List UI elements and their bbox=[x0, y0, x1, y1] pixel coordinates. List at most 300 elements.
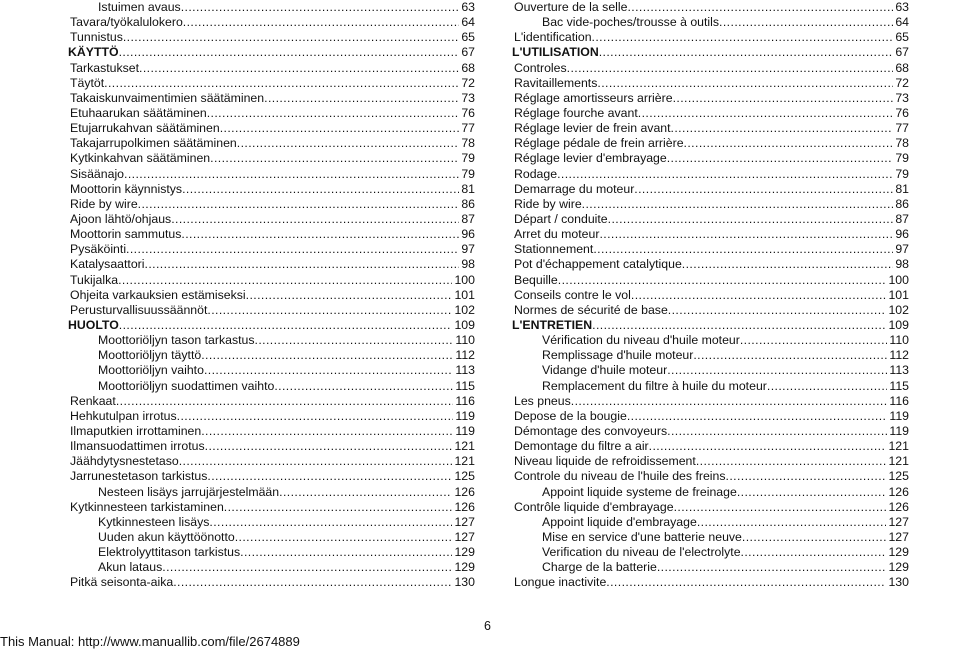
toc-entry-page: 98 bbox=[461, 257, 475, 272]
toc-entry[interactable] bbox=[68, 91, 475, 106]
toc-entry-page: 113 bbox=[889, 363, 909, 378]
toc-entry-title: Istuimen avaus bbox=[98, 0, 181, 14]
dot-leader bbox=[696, 454, 887, 469]
toc-column-french bbox=[512, 0, 909, 590]
toc-entry-title: Appoint liquide systeme de freinage bbox=[542, 484, 737, 499]
toc-entry-title: Stationnement bbox=[514, 242, 594, 257]
toc-entry-page: 87 bbox=[895, 211, 909, 226]
toc-entry[interactable] bbox=[68, 15, 475, 30]
toc-entry-page: 129 bbox=[888, 545, 909, 560]
toc-entry[interactable] bbox=[68, 394, 475, 409]
toc-entry-title: Départ / conduite bbox=[514, 211, 608, 226]
toc-entry-page: 127 bbox=[454, 529, 475, 544]
toc-entry-title: Moottoriöljyn tason tarkastus bbox=[98, 333, 255, 348]
dot-leader bbox=[207, 469, 452, 484]
dot-leader bbox=[104, 76, 459, 91]
toc-entry-page: 72 bbox=[895, 75, 909, 90]
toc-entry[interactable] bbox=[512, 303, 909, 318]
toc-entry[interactable] bbox=[68, 106, 475, 121]
toc-entry[interactable] bbox=[512, 15, 909, 30]
toc-entry[interactable] bbox=[512, 61, 909, 76]
dot-leader bbox=[207, 106, 460, 121]
toc-entry[interactable] bbox=[68, 76, 475, 91]
toc-entry-page: 86 bbox=[895, 196, 909, 211]
toc-entry-title: Takajarrupolkimen säätäminen bbox=[70, 136, 237, 151]
toc-entry[interactable] bbox=[512, 485, 909, 500]
toc-entry[interactable] bbox=[512, 560, 909, 575]
dot-leader bbox=[246, 288, 453, 303]
toc-entry-title: Kytkinnesteen tarkistaminen bbox=[70, 499, 224, 514]
toc-entry[interactable] bbox=[68, 424, 475, 439]
toc-entry[interactable] bbox=[512, 379, 909, 394]
toc-entry-page: 102 bbox=[888, 302, 909, 317]
dot-leader bbox=[606, 575, 886, 590]
dot-leader bbox=[597, 76, 893, 91]
dot-leader bbox=[634, 182, 893, 197]
toc-entry-page: 79 bbox=[895, 151, 909, 166]
dot-leader bbox=[204, 363, 453, 378]
toc-entry[interactable] bbox=[512, 106, 909, 121]
toc-entry-page: 77 bbox=[461, 121, 475, 136]
toc-entry-title: Jarrunestetason tarkistus bbox=[70, 469, 208, 484]
toc-entry-title: Sisäänajo bbox=[70, 166, 125, 181]
toc-entry-page: 81 bbox=[895, 181, 909, 196]
toc-entry[interactable] bbox=[512, 91, 909, 106]
dot-leader bbox=[668, 303, 887, 318]
toc-entry-page: 65 bbox=[895, 30, 909, 45]
dot-leader bbox=[737, 485, 887, 500]
dot-leader bbox=[240, 545, 452, 560]
toc-entry-title: Uuden akun käyttöönotto bbox=[98, 529, 235, 544]
toc-entry-title: Bequille bbox=[514, 272, 558, 287]
toc-entry-page: 126 bbox=[454, 499, 475, 514]
dot-leader bbox=[638, 106, 894, 121]
toc-entry[interactable] bbox=[68, 318, 475, 333]
toc-entry[interactable] bbox=[512, 439, 909, 454]
toc-entry[interactable] bbox=[512, 30, 909, 45]
dot-leader bbox=[220, 121, 460, 136]
dot-leader bbox=[177, 409, 454, 424]
toc-entry[interactable] bbox=[68, 61, 475, 76]
toc-entry[interactable] bbox=[512, 424, 909, 439]
dot-leader bbox=[179, 454, 453, 469]
toc-entry-page: 113 bbox=[455, 363, 475, 378]
toc-entry-page: 96 bbox=[461, 227, 475, 242]
toc-entry[interactable] bbox=[68, 439, 475, 454]
toc-entry-title: Réglage levier d'embrayage bbox=[514, 151, 667, 166]
toc-entry-page: 125 bbox=[454, 469, 475, 484]
toc-entry[interactable] bbox=[512, 515, 909, 530]
dot-leader bbox=[674, 500, 887, 515]
dot-leader bbox=[139, 61, 459, 76]
toc-entry[interactable] bbox=[68, 303, 475, 318]
toc-entry-title: Vidange d'huile moteur bbox=[542, 363, 668, 378]
dot-leader bbox=[205, 439, 453, 454]
dot-leader bbox=[719, 15, 893, 30]
toc-entry[interactable] bbox=[512, 242, 909, 257]
dot-leader bbox=[210, 151, 459, 166]
toc-entry-title: Moottoriöljyn vaihto bbox=[98, 363, 204, 378]
toc-entry-page: 65 bbox=[461, 30, 475, 45]
toc-entry-title: Täytöt bbox=[70, 75, 105, 90]
toc-entry[interactable] bbox=[68, 560, 475, 575]
toc-entry[interactable] bbox=[512, 288, 909, 303]
dot-leader bbox=[667, 151, 894, 166]
toc-entry-title: Nesteen lisäys jarrujärjestelmään bbox=[98, 484, 280, 499]
toc-entry[interactable] bbox=[512, 167, 909, 182]
toc-entry-title: Arret du moteur bbox=[514, 227, 600, 242]
toc-entry-title: Réglage fourche avant bbox=[514, 105, 638, 120]
toc-entry-page: 127 bbox=[888, 514, 909, 529]
toc-entry[interactable] bbox=[68, 273, 475, 288]
toc-entry[interactable] bbox=[68, 469, 475, 484]
dot-leader bbox=[173, 575, 452, 590]
toc-entry-page: 68 bbox=[895, 60, 909, 75]
toc-entry[interactable] bbox=[68, 197, 475, 212]
toc-entry-page: 86 bbox=[461, 196, 475, 211]
toc-entry-page: 110 bbox=[455, 333, 475, 348]
toc-entry-page: 96 bbox=[895, 227, 909, 242]
toc-entry-title: Perusturvallisuussäännöt bbox=[70, 302, 208, 317]
toc-entry-title: L'UTILISATION bbox=[512, 45, 599, 60]
dot-leader bbox=[201, 348, 453, 363]
toc-entry[interactable] bbox=[68, 136, 475, 151]
dot-leader bbox=[667, 363, 887, 378]
toc-entry-page: 64 bbox=[895, 15, 909, 30]
toc-entry-page: 78 bbox=[461, 136, 475, 151]
toc-entry-page: 110 bbox=[889, 333, 909, 348]
toc-entry-page: 115 bbox=[889, 378, 909, 393]
toc-entry[interactable] bbox=[512, 212, 909, 227]
dot-leader bbox=[162, 560, 452, 575]
dot-leader bbox=[741, 545, 887, 560]
dot-leader bbox=[279, 485, 452, 500]
toc-entry-title: Etuhaarukan säätäminen bbox=[70, 105, 207, 120]
toc-entry[interactable] bbox=[512, 318, 909, 333]
toc-entry[interactable] bbox=[512, 0, 909, 15]
toc-entry-page: 119 bbox=[889, 408, 909, 423]
toc-entry-title: KÄYTTÖ bbox=[68, 45, 119, 60]
toc-entry-title: Tavara/työkalulokero bbox=[70, 15, 183, 30]
toc-entry[interactable] bbox=[512, 575, 909, 590]
toc-entry[interactable] bbox=[68, 409, 475, 424]
dot-leader bbox=[627, 409, 888, 424]
toc-entry-page: 109 bbox=[454, 317, 475, 332]
toc-entry-title: Controles bbox=[514, 60, 567, 75]
toc-entry-page: 116 bbox=[455, 393, 475, 408]
toc-entry[interactable] bbox=[512, 454, 909, 469]
toc-entry-title: Katalysaattori bbox=[70, 257, 145, 272]
toc-entry-title: Réglage amortisseurs arrière bbox=[514, 90, 673, 105]
dot-leader bbox=[599, 45, 894, 60]
toc-entry-page: 130 bbox=[454, 575, 475, 590]
dot-leader bbox=[627, 0, 893, 15]
toc-entry-page: 115 bbox=[455, 378, 475, 393]
dot-leader bbox=[593, 242, 893, 257]
dot-leader bbox=[224, 500, 453, 515]
toc-entry-page: 121 bbox=[454, 454, 475, 469]
toc-entry-page: 119 bbox=[455, 408, 475, 423]
page-number: 6 bbox=[484, 619, 491, 633]
toc-entry-page: 72 bbox=[461, 75, 475, 90]
toc-entry-title: Demontage du filtre a air bbox=[514, 439, 649, 454]
toc-entry[interactable] bbox=[512, 363, 909, 378]
dot-leader bbox=[767, 379, 888, 394]
toc-entry[interactable] bbox=[512, 500, 909, 515]
dot-leader bbox=[582, 197, 894, 212]
toc-entry-title: Depose de la bougie bbox=[514, 408, 627, 423]
toc-entry-page: 121 bbox=[888, 439, 909, 454]
toc-entry[interactable] bbox=[512, 333, 909, 348]
toc-entry-title: Takaiskunvaimentimien säätäminen bbox=[70, 90, 265, 105]
dot-leader bbox=[119, 45, 460, 60]
toc-entry-title: Etujarrukahvan säätäminen bbox=[70, 121, 220, 136]
toc-entry[interactable] bbox=[512, 121, 909, 136]
toc-entry-title: Les pneus bbox=[514, 393, 571, 408]
toc-entry[interactable] bbox=[68, 545, 475, 560]
toc-entry[interactable] bbox=[68, 500, 475, 515]
dot-leader bbox=[182, 182, 459, 197]
toc-entry-page: 130 bbox=[888, 575, 909, 590]
toc-entry-title: Pot d'échappement catalytique bbox=[514, 257, 682, 272]
dot-leader bbox=[558, 273, 887, 288]
toc-entry-title: Elektrolyyttitason tarkistus bbox=[98, 545, 241, 560]
toc-entry-page: 73 bbox=[461, 90, 475, 105]
toc-entry-page: 87 bbox=[461, 211, 475, 226]
toc-entry[interactable] bbox=[512, 227, 909, 242]
dot-leader bbox=[649, 439, 887, 454]
toc-entry[interactable] bbox=[68, 363, 475, 378]
toc-entry-title: Tunnistus bbox=[70, 30, 123, 45]
toc-entry-title: Moottoriöljyn täyttö bbox=[98, 348, 202, 363]
dot-leader bbox=[201, 424, 453, 439]
toc-entry-page: 100 bbox=[454, 272, 475, 287]
toc-entry-page: 97 bbox=[461, 242, 475, 257]
toc-entry-page: 116 bbox=[889, 393, 909, 408]
dot-leader bbox=[592, 30, 894, 45]
toc-entry-page: 97 bbox=[895, 242, 909, 257]
dot-leader bbox=[116, 394, 454, 409]
toc-entry-page: 81 bbox=[461, 181, 475, 196]
dot-leader bbox=[599, 227, 893, 242]
dot-leader bbox=[673, 91, 894, 106]
dot-leader bbox=[264, 91, 459, 106]
dot-leader bbox=[171, 212, 459, 227]
dot-leader bbox=[118, 273, 452, 288]
toc-entry-title: Ilmaputkien irrottaminen bbox=[70, 423, 202, 438]
toc-entry[interactable] bbox=[68, 227, 475, 242]
toc-entry-title: Kytkinnesteen lisäys bbox=[98, 514, 210, 529]
toc-entry-title: Rodage bbox=[514, 166, 558, 181]
toc-entry-title: Bac vide-poches/trousse à outils bbox=[542, 15, 720, 30]
toc-entry[interactable] bbox=[68, 30, 475, 45]
toc-entry[interactable] bbox=[68, 167, 475, 182]
toc-entry[interactable] bbox=[68, 45, 475, 60]
dot-leader bbox=[237, 136, 460, 151]
dot-leader bbox=[608, 212, 894, 227]
toc-entry-title: Pysäköinti bbox=[70, 242, 127, 257]
toc-entry-title: Ajoon lähtö/ohjaus bbox=[70, 211, 172, 226]
toc-entry-title: L'ENTRETIEN bbox=[512, 317, 593, 332]
toc-entry[interactable] bbox=[68, 151, 475, 166]
dot-leader bbox=[274, 379, 453, 394]
toc-entry-title: Longue inactivite bbox=[514, 575, 607, 590]
toc-entry[interactable] bbox=[68, 379, 475, 394]
toc-entry-page: 67 bbox=[895, 45, 909, 60]
toc-entry-page: 119 bbox=[455, 423, 475, 438]
toc-entry-page: 112 bbox=[455, 348, 475, 363]
toc-entry-page: 77 bbox=[895, 121, 909, 136]
dot-leader bbox=[124, 167, 459, 182]
toc-entry-page: 112 bbox=[889, 348, 909, 363]
toc-entry[interactable] bbox=[512, 394, 909, 409]
toc-entry-page: 126 bbox=[454, 484, 475, 499]
toc-entry-title: Hehkutulpan irrotus bbox=[70, 408, 177, 423]
toc-entry[interactable] bbox=[512, 257, 909, 272]
toc-entry-page: 126 bbox=[888, 484, 909, 499]
toc-entry-page: 127 bbox=[888, 529, 909, 544]
toc-entry-page: 63 bbox=[461, 0, 475, 14]
dot-leader bbox=[592, 318, 886, 333]
dot-leader bbox=[138, 197, 460, 212]
toc-entry-title: Akun lataus bbox=[98, 560, 163, 575]
toc-entry[interactable] bbox=[68, 454, 475, 469]
dot-leader bbox=[671, 121, 894, 136]
toc-entry-title: Démontage des convoyeurs bbox=[514, 423, 668, 438]
toc-entry[interactable] bbox=[68, 485, 475, 500]
dot-leader bbox=[693, 348, 887, 363]
dot-leader bbox=[181, 0, 460, 15]
toc-entry[interactable] bbox=[512, 136, 909, 151]
dot-leader bbox=[667, 424, 887, 439]
dot-leader bbox=[657, 560, 887, 575]
toc-entry[interactable] bbox=[512, 409, 909, 424]
toc-entry-page: 79 bbox=[895, 166, 909, 181]
toc-entry[interactable] bbox=[512, 273, 909, 288]
dot-leader bbox=[145, 257, 460, 272]
toc-entry-title: Remplacement du filtre à huile du moteur bbox=[542, 378, 767, 393]
toc-entry-page: 121 bbox=[454, 439, 475, 454]
dot-leader bbox=[697, 515, 887, 530]
toc-entry-page: 67 bbox=[461, 45, 475, 60]
dot-leader bbox=[255, 333, 454, 348]
toc-entry[interactable] bbox=[512, 45, 909, 60]
toc-entry-title: Charge de la batterie bbox=[542, 560, 657, 575]
toc-entry-title: Ride by wire bbox=[514, 196, 582, 211]
toc-entry-title: Tukijalka bbox=[70, 272, 119, 287]
toc-entry-title: Pitkä seisonta-aika bbox=[70, 575, 174, 590]
dot-leader bbox=[207, 303, 452, 318]
toc-entry-title: Jäähdytysnestetaso bbox=[70, 454, 179, 469]
toc-entry-page: 101 bbox=[454, 287, 475, 302]
toc-entry-page: 129 bbox=[888, 560, 909, 575]
dot-leader bbox=[181, 227, 459, 242]
toc-entry-page: 64 bbox=[461, 15, 475, 30]
toc-entry-page: 100 bbox=[888, 272, 909, 287]
toc-entry-title: L'identification bbox=[514, 30, 592, 45]
toc-entry-title: Demarrage du moteur bbox=[514, 181, 635, 196]
toc-entry-title: Controle du niveau de l'huile des freins bbox=[514, 469, 726, 484]
toc-entry[interactable] bbox=[68, 0, 475, 15]
toc-entry-page: 102 bbox=[454, 302, 475, 317]
toc-entry-title: Ilmansuodattimen irrotus bbox=[70, 439, 205, 454]
toc-entry-title: Réglage pédale de frein arrière bbox=[514, 136, 684, 151]
toc-entry[interactable] bbox=[68, 257, 475, 272]
toc-entry-title: Normes de sécurité de base bbox=[514, 302, 668, 317]
toc-column-finnish bbox=[68, 0, 475, 590]
dot-leader bbox=[631, 288, 887, 303]
toc-entry[interactable] bbox=[68, 333, 475, 348]
toc-entry[interactable] bbox=[512, 469, 909, 484]
toc-entry-title: Ouverture de la selle bbox=[514, 0, 628, 14]
dot-leader bbox=[682, 257, 894, 272]
toc-entry-page: 68 bbox=[461, 60, 475, 75]
toc-entry[interactable] bbox=[512, 197, 909, 212]
toc-entry-page: 129 bbox=[454, 545, 475, 560]
toc-entry[interactable] bbox=[68, 212, 475, 227]
toc-entry-title: Ohjeita varkauksien estämiseksi bbox=[70, 287, 246, 302]
toc-entry[interactable] bbox=[68, 121, 475, 136]
manual-link-footer[interactable]: This Manual: http://www.manuallib.com/file/2674889 bbox=[0, 634, 300, 649]
toc-entry[interactable] bbox=[68, 530, 475, 545]
toc-entry-title: Contrôle liquide d'embrayage bbox=[514, 499, 674, 514]
dot-leader bbox=[235, 530, 453, 545]
toc-entry-page: 63 bbox=[895, 0, 909, 14]
toc-entry-page: 76 bbox=[461, 105, 475, 120]
toc-entry[interactable] bbox=[512, 151, 909, 166]
toc-entry[interactable] bbox=[512, 182, 909, 197]
toc-entry-page: 79 bbox=[461, 166, 475, 181]
toc-entry-title: Conseils contre le vol bbox=[514, 287, 631, 302]
toc-entry-page: 79 bbox=[461, 151, 475, 166]
toc-entry-page: 121 bbox=[888, 454, 909, 469]
toc-entry-title: Ride by wire bbox=[70, 196, 138, 211]
toc-entry-title: Moottorin käynnistys bbox=[70, 181, 183, 196]
dot-leader bbox=[209, 515, 452, 530]
dot-leader bbox=[571, 394, 888, 409]
toc-entry-page: 129 bbox=[454, 560, 475, 575]
dot-leader bbox=[742, 530, 887, 545]
toc-entry-page: 125 bbox=[888, 469, 909, 484]
toc-entry-title: Moottorin sammutus bbox=[70, 227, 182, 242]
toc-entry[interactable] bbox=[68, 348, 475, 363]
dot-leader bbox=[119, 318, 453, 333]
toc-entry-title: Ravitaillements bbox=[514, 75, 598, 90]
toc-entry-title: Verification du niveau de l'electrolyte bbox=[542, 545, 741, 560]
toc-entry-title: Niveau liquide de refroidissement bbox=[514, 454, 696, 469]
toc-entry-title: Remplissage d'huile moteur bbox=[542, 348, 694, 363]
dot-leader bbox=[123, 30, 459, 45]
toc-entry[interactable] bbox=[68, 242, 475, 257]
toc-entry[interactable] bbox=[512, 545, 909, 560]
toc-entry[interactable] bbox=[512, 76, 909, 91]
dot-leader bbox=[740, 333, 888, 348]
toc-entry[interactable] bbox=[68, 515, 475, 530]
toc-entry[interactable] bbox=[68, 182, 475, 197]
toc-entry[interactable] bbox=[512, 530, 909, 545]
toc-entry[interactable] bbox=[68, 288, 475, 303]
toc-entry-page: 98 bbox=[895, 257, 909, 272]
toc-entry[interactable] bbox=[68, 575, 475, 590]
toc-entry-title: HUOLTO bbox=[68, 317, 119, 332]
dot-leader bbox=[684, 136, 894, 151]
toc-entry-title: Tarkastukset bbox=[70, 60, 140, 75]
toc-entry-page: 119 bbox=[889, 423, 909, 438]
toc-entry[interactable] bbox=[512, 348, 909, 363]
dot-leader bbox=[183, 15, 460, 30]
toc-entry-page: 101 bbox=[888, 287, 909, 302]
toc-entry-title: Réglage levier de frein avant bbox=[514, 121, 671, 136]
